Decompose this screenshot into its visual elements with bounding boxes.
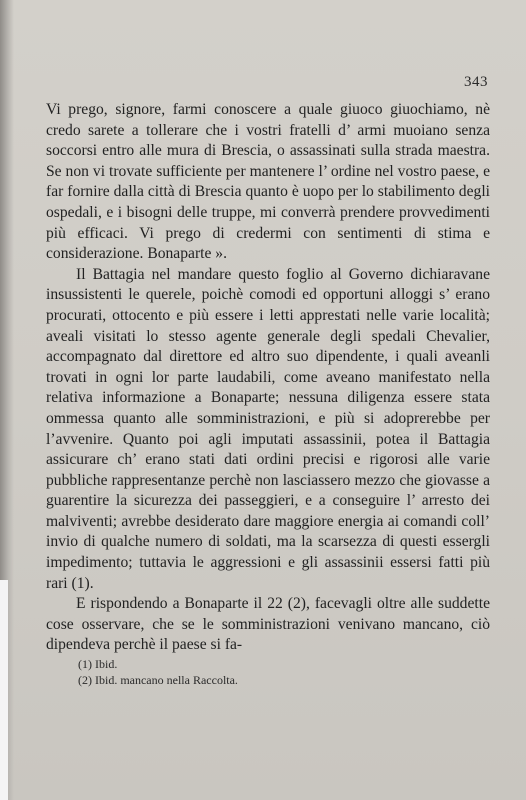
paragraph-3: E rispondendo a Bonaparte il 22 (2), facevagli oltre alle suddette cose osservare, che se le somministrazioni venivano mancano, ciò dipendeva perchè il paese si fa-	[46, 595, 490, 654]
footnote-2: (2) Ibid. mancano nella Raccolta.	[78, 673, 238, 687]
page-number: 343	[464, 74, 488, 90]
page-edge-strip	[0, 580, 8, 800]
body-text	[46, 100, 490, 656]
footnote-1: (1) Ibid.	[78, 657, 118, 671]
footnotes	[78, 656, 478, 688]
paragraph-2: Il Battagia nel mandare questo foglio al Governo dichiaravane insussistenti le querele, poichè comodi ed opportuni alloggi s’ erano procurati, ottocento e più essere i letti apprestati nelle varie località; aveali visitati lo stesso agente generale degli spedali Chevalier, accompagnato dal direttore ed altro suo dipendente, i quali aveanli trovati in ogni lor parte laudabili, come aveano manifestato nella relativa informazione a Bonaparte; nessuna diligenza essere stata ommessa quanto alle somministrazioni, e più si adoprerebbe per l’avvenire. Quanto poi agli imputati assassinii, potea il Battagia assicurare ch’ erano stati dati ordini precisi e rigorosi alle varie pubbliche rappresentanze perchè non lasciassero mezzo che giovasse a guarentire la sicurezza dei passeggieri, e a conseguire l’ arresto dei malviventi; avrebbe desiderato dare maggiore energia ai comandi coll’ invio di qualche numero di soldati, ma la scarsezza di questi essergli impedimento; tuttavia le aggressioni e gli assassinii essersi fatti più rari (1).	[46, 265, 490, 592]
paragraph-1: Vi prego, signore, farmi conoscere a quale giuoco giuochiamo, nè credo sarete a tollerare che i vostri fratelli d’ armi muoiano senza soccorsi entro alle mura di Brescia, o assassinati sulla strada maestra. Se non vi trovate sufficiente per mantenere l’ ordine nel vostro paese, e far fornire dalla città di Brescia quanto è uopo per lo stabilimento degli ospedali, e i bisogni delle truppe, mi converrà prendere provvedimenti più efficaci. Vi prego di credermi con sentimenti di stima e considerazione. Bonaparte ».	[46, 101, 490, 263]
